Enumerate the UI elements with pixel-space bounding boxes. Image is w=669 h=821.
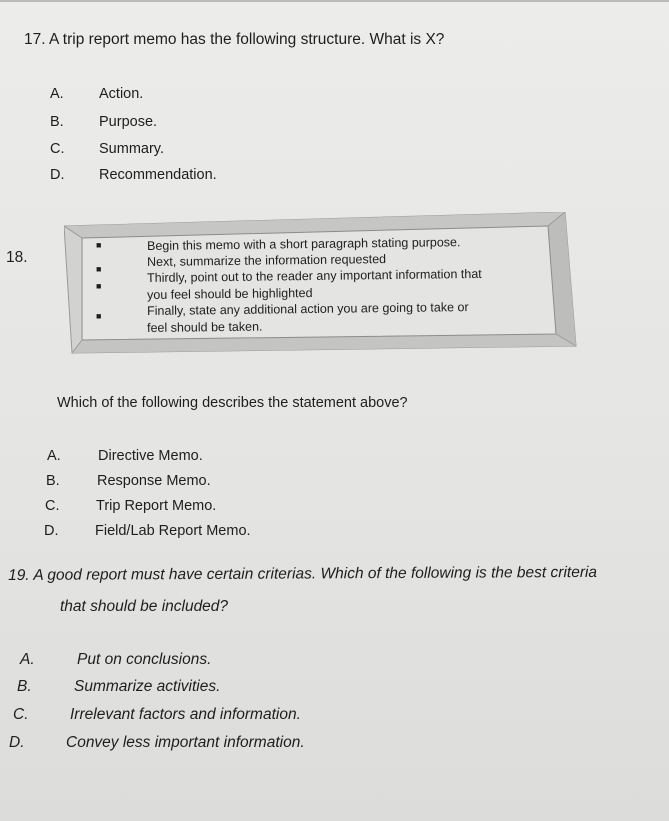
q17-option-c-letter: C. (50, 141, 65, 157)
q17-option-d-text: Recommendation. (99, 167, 217, 183)
q19-option-b-text: Summarize activities. (74, 678, 221, 695)
q17-option-b-letter: B. (50, 114, 64, 130)
q18-option-c[interactable] (45, 498, 217, 514)
page-top-edge (0, 0, 669, 2)
q18-option-a-text: Directive Memo. (98, 448, 203, 464)
q19-option-c-letter: C. (13, 706, 29, 723)
q18-option-b-letter: B. (46, 473, 60, 489)
q19-option-a-text: Put on conclusions. (77, 651, 212, 668)
q18-option-d-text: Field/Lab Report Memo. (95, 523, 251, 539)
q18-option-c-text: Trip Report Memo. (96, 498, 217, 514)
bullet-3: ■ (96, 281, 102, 291)
question-18-number: 18. (6, 249, 28, 266)
box-line-1: Begin this memo with a short paragraph stating purpose. (147, 235, 461, 253)
question-18-stem: Which of the following describes the statement above? (57, 395, 408, 411)
q19-option-b[interactable] (17, 678, 221, 696)
q19-option-c[interactable] (13, 706, 301, 724)
q17-option-a-letter: A. (50, 86, 64, 102)
q18-option-a[interactable] (47, 448, 203, 464)
box-line-4: you feel should be highlighted (147, 285, 313, 302)
box-line-6: feel should be taken. (147, 319, 263, 335)
box-line-2: Next, summarize the information requested (147, 252, 387, 269)
bullet-4: ■ (96, 311, 102, 321)
q19-option-a-letter: A. (20, 651, 35, 668)
q18-option-a-letter: A. (47, 448, 61, 464)
q19-option-b-letter: B. (17, 678, 32, 695)
q18-option-b-text: Response Memo. (97, 473, 211, 489)
q19-option-d-text: Convey less important information. (66, 734, 305, 751)
q19-option-d-letter: D. (9, 734, 25, 751)
box-line-5: Finally, state any additional action you are going to take or (147, 300, 469, 318)
q19-option-c-text: Irrelevant factors and information. (70, 706, 301, 723)
bullet-2: ■ (96, 264, 102, 274)
q19-option-d[interactable] (9, 734, 305, 752)
q17-option-b-text: Purpose. (99, 114, 158, 130)
box-line-3: Thirdly, point out to the reader any important information that (147, 266, 482, 285)
q17-option-d-letter: D. (50, 167, 65, 183)
q17-option-c-text: Summary. (99, 141, 164, 157)
q18-option-c-letter: C. (45, 498, 60, 514)
question-19-stem-line2: that should be included? (60, 598, 229, 615)
bullet-1: ■ (96, 240, 102, 250)
question-17-stem: 17. A trip report memo has the following structure. What is X? (24, 31, 445, 48)
q17-option-a-text: Action. (99, 86, 144, 102)
q18-option-b[interactable] (46, 473, 211, 489)
question-19-stem-line1: 19. A good report must have certain criterias. Which of the following is the best criteria (8, 563, 598, 584)
q19-option-a[interactable] (20, 651, 212, 669)
q18-option-d-letter: D. (44, 523, 59, 539)
q18-option-d[interactable] (44, 523, 251, 539)
